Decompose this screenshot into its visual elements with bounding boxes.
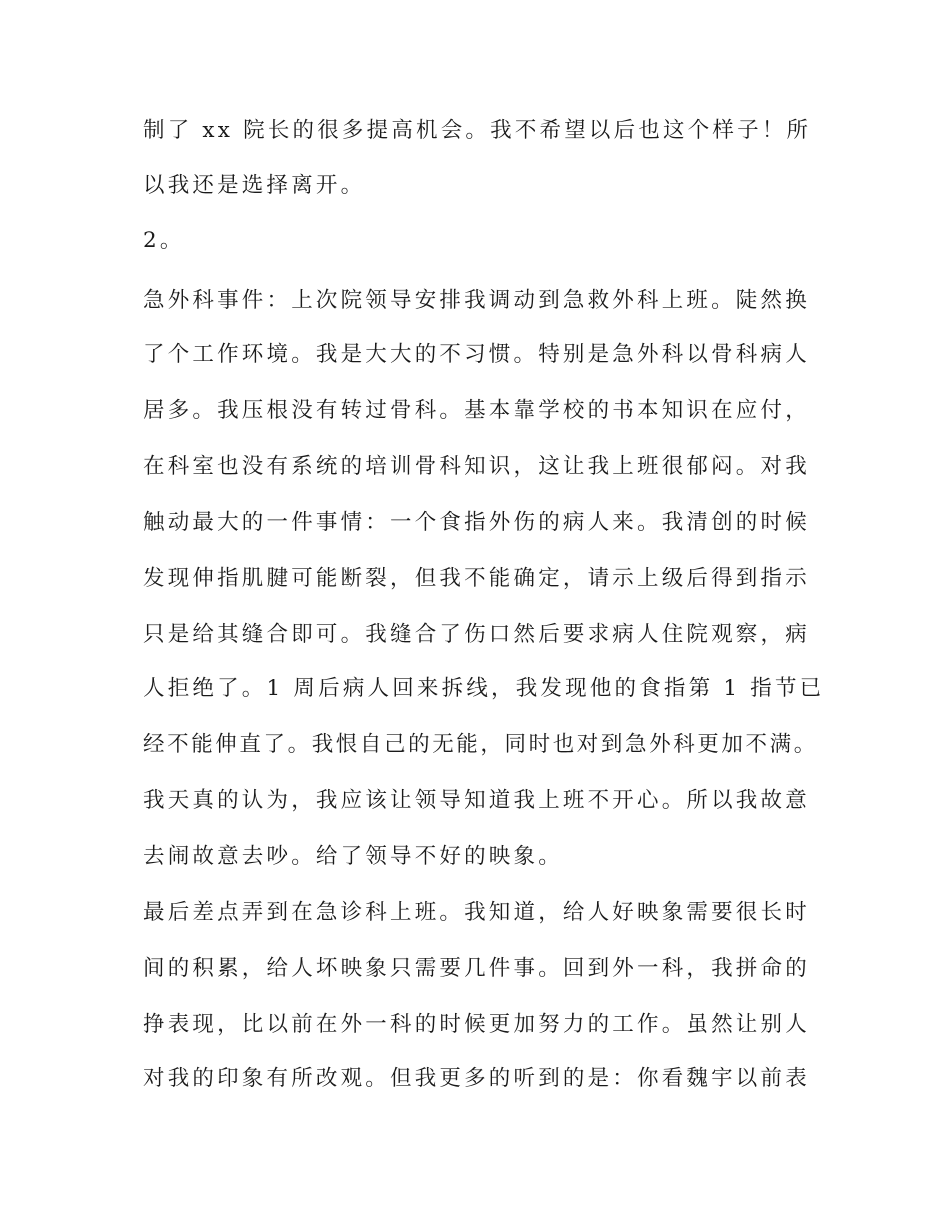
text-line: 我天真的认为，我应该让领导知道我上班不开心。所以我故意 [143,788,810,813]
text-line: 发现伸指肌腱可能断裂，但我不能确定，请示上级后得到指示 [143,566,810,591]
text-line: 居多。我压根没有转过骨科。基本靠学校的书本知识在应付， [143,398,810,423]
text-line: 人拒绝了。1 周后病人回来拆线，我发现他的食指第 1 指节已 [143,676,825,701]
text-line: 了个工作环境。我是大大的不习惯。特别是急外科以骨科病人 [143,342,810,367]
text-line: 制了 xx 院长的很多提高机会。我不希望以后也这个样子！所 [143,118,812,143]
text-line: 最后差点弄到在急诊科上班。我知道，给人好映象需要很长时 [143,900,810,925]
text-line: 去闹故意去吵。给了领导不好的映象。 [143,844,563,869]
text-line: 对我的印象有所改观。但我更多的听到的是：你看魏宇以前表 [143,1066,810,1091]
text-line: 间的积累，给人坏映象只需要几件事。回到外一科，我拼命的 [143,956,810,981]
text-line: 挣表现，比以前在外一科的时候更加努力的工作。虽然让别人 [143,1012,810,1037]
text-line: 只是给其缝合即可。我缝合了伤口然后要求病人住院观察，病 [143,622,810,647]
text-line: 急外科事件：上次院领导安排我调动到急救外科上班。陡然换 [143,288,810,313]
text-line: 2。 [143,228,185,253]
text-line: 在科室也没有系统的培训骨科知识，这让我上班很郁闷。对我 [143,454,810,479]
text-line: 触动最大的一件事情：一个食指外伤的病人来。我清创的时候 [143,510,810,535]
text-line: 以我还是选择离开。 [143,173,366,198]
text-line: 经不能伸直了。我恨自己的无能，同时也对到急外科更加不满。 [143,732,818,757]
